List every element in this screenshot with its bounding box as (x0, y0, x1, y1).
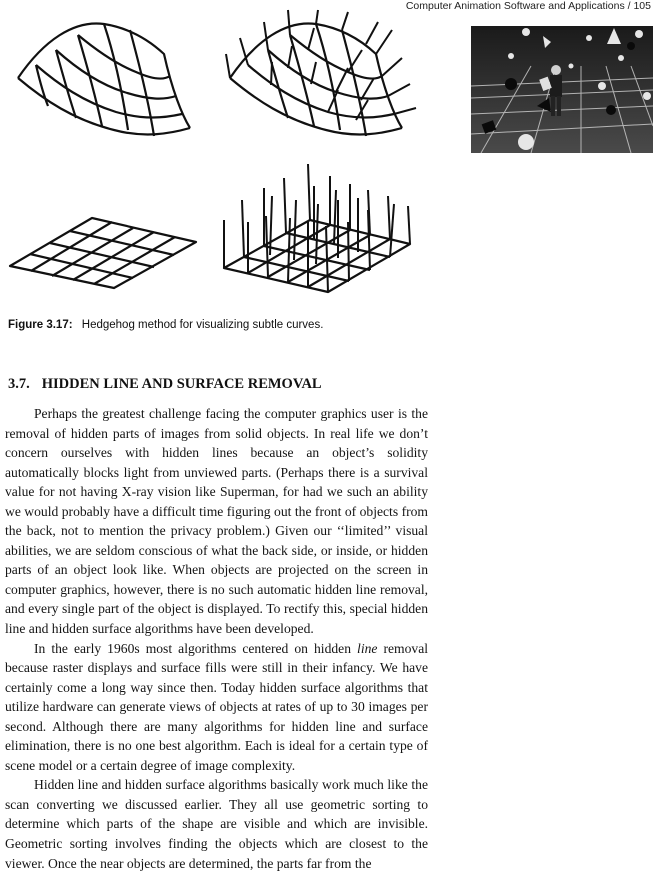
paragraph-2-after: removal because raster displays and surface fills were still in their infancy. We have certainly come a long way since then. Today hidden surface algorithms that utilize hardware can generate views of objects at rates of up to 30 images per second. Although there are many algorithms for hidden line and surface elimination, there is no one best algorithm. Each is ideal for a certain type of scene model or a certain degree of image complexity. (5, 640, 429, 773)
figure-label: Figure 3.17: (8, 319, 73, 331)
paragraph-2-emphasis: line (357, 640, 378, 656)
body-text (5, 404, 428, 873)
paragraph-1: Perhaps the greatest challenge facing the computer graphics user is the removal of hidden parts of images from solid objects. In real life we don’t concern ourselves with hidden lines because an object’s solidity automatically blocks light from unviewed parts. (Perhaps there is a survival value for not having X-ray vision like Superman, for had we such an ability we would probably have a difficult time figuring out the front of objects from the back, not to mention the privacy problem.) Given our ‘‘limited’’ visual abilities, we are seldom conscious of what the back side, or inside, or hidden parts of an object look like. When objects are projected on the screen in computer graphics, however, there is no such automatic hidden line removal, and every single part of the object is displayed. To rectify this, special hidden line and hidden surface algorithms have been developed. (5, 406, 428, 637)
curved-surface-grid-figure (4, 10, 204, 145)
flat-grid-normals-figure (218, 160, 418, 312)
section-title: HIDDEN LINE AND SURFACE REMOVAL (41, 376, 322, 392)
curved-surface-normals-figure (222, 8, 422, 143)
cgi-scene-photo-icon (471, 26, 653, 153)
figure-caption (8, 319, 323, 331)
paragraph-2-before: In the early 1960s most algorithms centered on hidden (34, 640, 358, 656)
paragraph-2 (5, 639, 428, 776)
figure-caption-text: Hedgehog method for visualizing subtle curves. (81, 319, 324, 331)
section-heading (8, 376, 428, 393)
paragraph-3: Hidden line and hidden surface algorithms basically work much like the scan converting we discussed earlier. They all use geometric sorting to determine which parts of the shape are visible and which are invisible. Geometric sorting involves finding the objects which are closest to the viewer. Once the near objects are determined, the parts far from the (5, 777, 428, 871)
running-head: Computer Animation Software and Applications / 105 (405, 0, 651, 12)
flat-grid-figure (6, 200, 206, 290)
section-number: 3.7. (8, 376, 30, 392)
